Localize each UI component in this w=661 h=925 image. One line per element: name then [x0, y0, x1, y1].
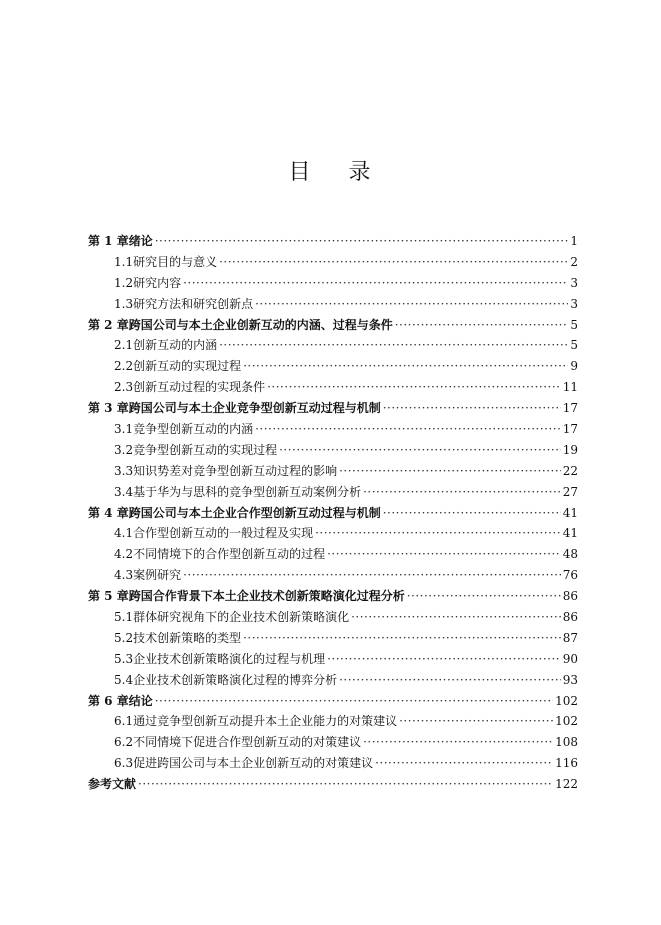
- toc-section-entry[interactable]: [88, 273, 578, 294]
- toc-entry-number: 5.1: [114, 610, 134, 625]
- toc-entry-page-number: 76: [562, 568, 578, 583]
- toc-entry-title: 跨国公司与本土企业创新互动的内涵、过程与条件: [128, 317, 393, 332]
- toc-entry-page-number: 27: [562, 484, 578, 499]
- toc-entry-title: 合作型创新互动的一般过程及实现: [133, 526, 314, 541]
- toc-entry-number: 2.3: [114, 380, 134, 395]
- toc-section-entry[interactable]: [88, 356, 578, 377]
- toc-leader-dots: [339, 670, 561, 691]
- toc-entry-number: 4.3: [114, 568, 134, 583]
- toc-section-entry[interactable]: [88, 482, 578, 503]
- toc-leader-dots: [327, 544, 561, 565]
- toc-entry-number: 第 5 章: [88, 589, 129, 604]
- toc-entry-number: 第 2 章: [88, 317, 129, 332]
- toc-entry-title: 研究目的与意义: [133, 254, 218, 269]
- toc-entry-page-number: 19: [562, 442, 578, 457]
- toc-section-entry[interactable]: [88, 649, 578, 670]
- toc-entry-page-number: 108: [555, 735, 578, 750]
- toc-entry-title: 跨国合作背景下本土企业技术创新策略演化过程分析: [128, 589, 405, 604]
- toc-entry-title: 不同情境下的合作型创新互动的过程: [133, 547, 326, 562]
- toc-entry-title: 企业技术创新策略演化的过程与机理: [133, 651, 326, 666]
- toc-entry-page-number: 102: [555, 714, 578, 729]
- toc-entry-page-number: 86: [562, 610, 578, 625]
- toc-entry-page-number: 2: [570, 254, 578, 269]
- toc-leader-dots: [279, 440, 561, 461]
- toc-entry-page-number: 9: [570, 359, 578, 374]
- toc-entry-page-number: 11: [562, 380, 578, 395]
- toc-leader-dots: [255, 294, 568, 315]
- toc-entry-page-number: 5: [570, 317, 578, 332]
- toc-entry-number: 4.2: [114, 547, 134, 562]
- toc-entry-page-number: 102: [555, 693, 578, 708]
- toc-title: [0, 155, 661, 186]
- toc-section-entry[interactable]: [88, 294, 578, 315]
- toc-leader-dots: [383, 503, 561, 524]
- toc-title-char-1: 目: [288, 160, 313, 185]
- toc-section-entry[interactable]: [88, 732, 578, 753]
- toc-section-entry[interactable]: [88, 440, 578, 461]
- toc-leader-dots: [315, 523, 561, 544]
- toc-entry-title: 不同情境下促进合作型创新互动的对策建议: [133, 735, 362, 750]
- toc-chapter-entry[interactable]: [88, 691, 578, 712]
- toc-leader-dots: [399, 711, 553, 732]
- toc-entry-number: 6.2: [114, 735, 134, 750]
- toc-entry-number: 第 1 章: [88, 234, 129, 248]
- toc-entry-title: 研究内容: [133, 275, 182, 290]
- toc-leader-dots: [219, 335, 568, 356]
- table-of-contents: [88, 231, 578, 795]
- toc-leader-dots: [183, 565, 561, 586]
- toc-leader-dots: [375, 753, 553, 774]
- toc-leader-dots: [219, 252, 568, 273]
- toc-entry-number: 5.3: [114, 651, 134, 666]
- toc-entry-number: 3.4: [114, 484, 134, 499]
- toc-leader-dots: [383, 398, 561, 419]
- toc-leader-dots: [363, 482, 561, 503]
- toc-section-entry[interactable]: [88, 670, 578, 691]
- toc-leader-dots: [407, 586, 561, 607]
- toc-entry-title: 结论: [128, 693, 153, 708]
- toc-entry-page-number: 93: [562, 672, 578, 687]
- toc-entry-number: 1.3: [114, 296, 134, 311]
- toc-leader-dots: [155, 691, 553, 712]
- toc-entry-number: 5.2: [114, 630, 134, 645]
- toc-entry-number: 1.1: [114, 254, 134, 269]
- toc-entry-number: 3.3: [114, 463, 134, 478]
- toc-entry-title: 技术创新策略的类型: [133, 630, 242, 645]
- toc-leader-dots: [155, 231, 569, 252]
- toc-entry-title: 通过竞争型创新互动提升本土企业能力的对策建议: [133, 714, 398, 729]
- toc-entry-title: 竞争型创新互动的内涵: [133, 422, 254, 437]
- toc-entry-number: 2.2: [114, 359, 134, 374]
- toc-section-entry[interactable]: [88, 523, 578, 544]
- toc-entry-title: 群体研究视角下的企业技术创新策略演化: [133, 610, 350, 625]
- toc-leader-dots: [183, 273, 568, 294]
- toc-entry-page-number: 41: [562, 526, 578, 541]
- toc-entry-page-number: 87: [562, 630, 578, 645]
- toc-section-entry[interactable]: [88, 565, 578, 586]
- toc-entry-title: 促进跨国公司与本土企业创新互动的对策建议: [133, 756, 374, 771]
- toc-chapter-entry[interactable]: [88, 231, 578, 252]
- toc-section-entry[interactable]: [88, 461, 578, 482]
- toc-entry-title: 跨国公司与本土企业合作型创新互动过程与机制: [128, 505, 381, 520]
- toc-entry-page-number: 3: [570, 296, 578, 311]
- toc-entry-number: 6.1: [114, 714, 134, 729]
- toc-title-char-2: 录: [348, 160, 373, 185]
- toc-entry-number: 1.2: [114, 275, 134, 290]
- toc-entry-title: 知识势差对竞争型创新互动过程的影响: [133, 463, 338, 478]
- toc-leader-dots: [363, 732, 553, 753]
- toc-entry-page-number: 1: [570, 234, 578, 248]
- toc-section-entry[interactable]: [88, 607, 578, 628]
- toc-leader-dots: [339, 461, 561, 482]
- toc-entry-title: 基于华为与思科的竞争型创新互动案例分析: [133, 484, 362, 499]
- toc-leader-dots: [138, 774, 553, 795]
- toc-section-entry[interactable]: [88, 419, 578, 440]
- toc-chapter-entry[interactable]: [88, 586, 578, 607]
- toc-entry-page-number: 5: [570, 338, 578, 353]
- toc-entry-title: 创新互动的实现过程: [133, 359, 242, 374]
- toc-leader-dots: [243, 356, 568, 377]
- toc-section-entry[interactable]: [88, 711, 578, 732]
- toc-entry-title: 研究方法和研究创新点: [133, 296, 254, 311]
- toc-entry-number: 4.1: [114, 526, 134, 541]
- toc-entry-page-number: 41: [562, 505, 578, 520]
- toc-entry-title: 案例研究: [133, 568, 182, 583]
- toc-entry-title: 跨国公司与本土企业竞争型创新互动过程与机制: [128, 401, 381, 416]
- toc-entry-title: 竞争型创新互动的实现过程: [133, 442, 278, 457]
- toc-entry-number: 3.1: [114, 422, 134, 437]
- toc-section-entry[interactable]: [88, 252, 578, 273]
- toc-entry-title: 创新互动的内涵: [133, 338, 218, 353]
- toc-entry-page-number: 17: [562, 422, 578, 437]
- toc-leader-dots: [351, 607, 561, 628]
- toc-entry-page-number: 48: [562, 547, 578, 562]
- toc-section-entry[interactable]: [88, 544, 578, 565]
- toc-entry-number: 第 6 章: [88, 693, 129, 708]
- toc-entry-page-number: 17: [562, 401, 578, 416]
- toc-entry-page-number: 3: [570, 275, 578, 290]
- toc-section-entry[interactable]: [88, 628, 578, 649]
- toc-entry-number: 2.1: [114, 338, 134, 353]
- toc-entry-title: 参考文献: [88, 777, 137, 792]
- toc-entry-title: 创新互动过程的实现条件: [133, 380, 266, 395]
- toc-entry-number: 第 4 章: [88, 505, 129, 520]
- toc-chapter-entry[interactable]: [88, 503, 578, 524]
- toc-entry-page-number: 116: [555, 756, 578, 771]
- toc-section-entry[interactable]: [88, 335, 578, 356]
- toc-entry-number: 6.3: [114, 756, 134, 771]
- toc-section-entry[interactable]: [88, 377, 578, 398]
- toc-entry-title: 绪论: [128, 234, 153, 248]
- toc-leader-dots: [267, 377, 561, 398]
- toc-chapter-entry[interactable]: [88, 398, 578, 419]
- toc-entry-page-number: 86: [562, 589, 578, 604]
- toc-leader-dots: [327, 649, 561, 670]
- toc-section-entry[interactable]: [88, 753, 578, 774]
- toc-entry-page-number: 22: [562, 463, 578, 478]
- toc-leader-dots: [395, 315, 569, 336]
- toc-entry-number: 5.4: [114, 672, 134, 687]
- toc-entry-number: 第 3 章: [88, 401, 129, 416]
- toc-leader-dots: [243, 628, 561, 649]
- toc-chapter-entry[interactable]: [88, 315, 578, 336]
- toc-entry-page-number: 90: [562, 651, 578, 666]
- toc-entry-number: 3.2: [114, 442, 134, 457]
- toc-leader-dots: [255, 419, 561, 440]
- toc-entry-title: 企业技术创新策略演化过程的博弈分析: [133, 672, 338, 687]
- toc-entry-page-number: 122: [555, 777, 578, 792]
- toc-chapter-entry[interactable]: [88, 774, 578, 795]
